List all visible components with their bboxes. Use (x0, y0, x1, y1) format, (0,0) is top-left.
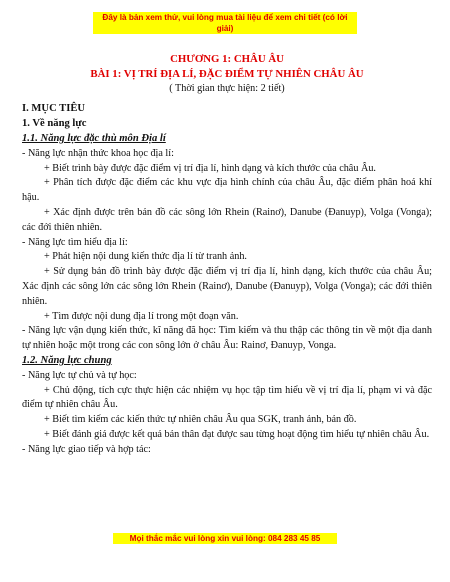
preview-banner-top: Đây là bản xem thử, vui lòng mua tài liệu để xem chi tiết (có lời giải) (93, 12, 357, 34)
paragraph: - Năng lực nhận thức khoa học địa lí: (22, 147, 174, 159)
paragraph: + Biết tìm kiếm các kiến thức tự nhiên châu Âu qua SGK, tranh ảnh, bản đồ. (44, 414, 357, 426)
paragraph: + Phân tích được đặc điểm các khu vực địa hình chính của châu Âu, đặc điểm phân hoá khí hậu. (22, 177, 432, 204)
subheading-specific-competence: 1.1. Năng lực đặc thù môn Địa lí (22, 132, 166, 144)
paragraph: + Biết trình bày được đặc điểm vị trí địa lí, hình dạng và kích thước của châu Âu. (44, 162, 376, 174)
paragraph: + Phát hiện nội dung kiến thức địa lí từ tranh ảnh. (44, 251, 247, 263)
subheading-general-competence: 1.2. Năng lực chung (22, 354, 112, 366)
paragraph: - Năng lực tìm hiểu địa lí: (22, 236, 128, 248)
contact-banner-bottom: Mọi thắc mắc vui lòng xin vui lòng: 084 283 45 85 (113, 533, 337, 544)
paragraph: + Tìm được nội dung địa lí trong một đoạn văn. (44, 310, 239, 322)
lesson-title: BÀI 1: VỊ TRÍ ĐỊA LÍ, ĐẶC ĐIỂM TỰ NHIÊN CHÂU ÂU (90, 67, 364, 80)
chapter-title: CHƯƠNG 1: CHÂU ÂU (170, 53, 284, 65)
paragraph: + Sử dụng bản đồ trình bày được đặc điểm vị trí địa lí, hình dạng, kích thước của châu Âu; Xác định các sông lớn các sông lớn Rhein (Rainơ), Danube (Đanuyp), Volga (Vonga); các đới thiên nhiên. (22, 266, 432, 307)
paragraph: + Xác định được trên bản đồ các sông lớn Rhein (Rainơ), Danube (Đanuyp), Volga (Vonga); các đới thiên nhiên. (22, 206, 432, 233)
document-body (22, 52, 432, 458)
paragraph: + Chủ động, tích cực thực hiện các nhiệm vụ học tập tìm hiểu về vị trí địa lí, phạm vi và đặc điểm tự nhiên châu Âu. (22, 384, 432, 411)
subheading-competence: 1. Về năng lực (22, 118, 87, 130)
paragraph: - Năng lực vận dụng kiến thức, kĩ năng đã học: Tìm kiếm và thu thập các thông tin về một địa danh tự nhiên hoặc một trong các con sông lớn ở châu Âu: Rainơ, Đanuyp, Vonga. (22, 325, 432, 352)
section-heading-objectives: I. MỤC TIÊU (22, 103, 86, 115)
paragraph: - Năng lực tự chủ và tự học: (22, 369, 137, 381)
paragraph: - Năng lực giao tiếp và hợp tác: (22, 443, 151, 455)
paragraph: + Biết đánh giá được kết quả bản thân đạt được sau từng hoạt động tìm hiểu tự nhiên châu Âu. (44, 428, 430, 440)
time-note: ( Thời gian thực hiện: 2 tiết) (169, 82, 285, 94)
